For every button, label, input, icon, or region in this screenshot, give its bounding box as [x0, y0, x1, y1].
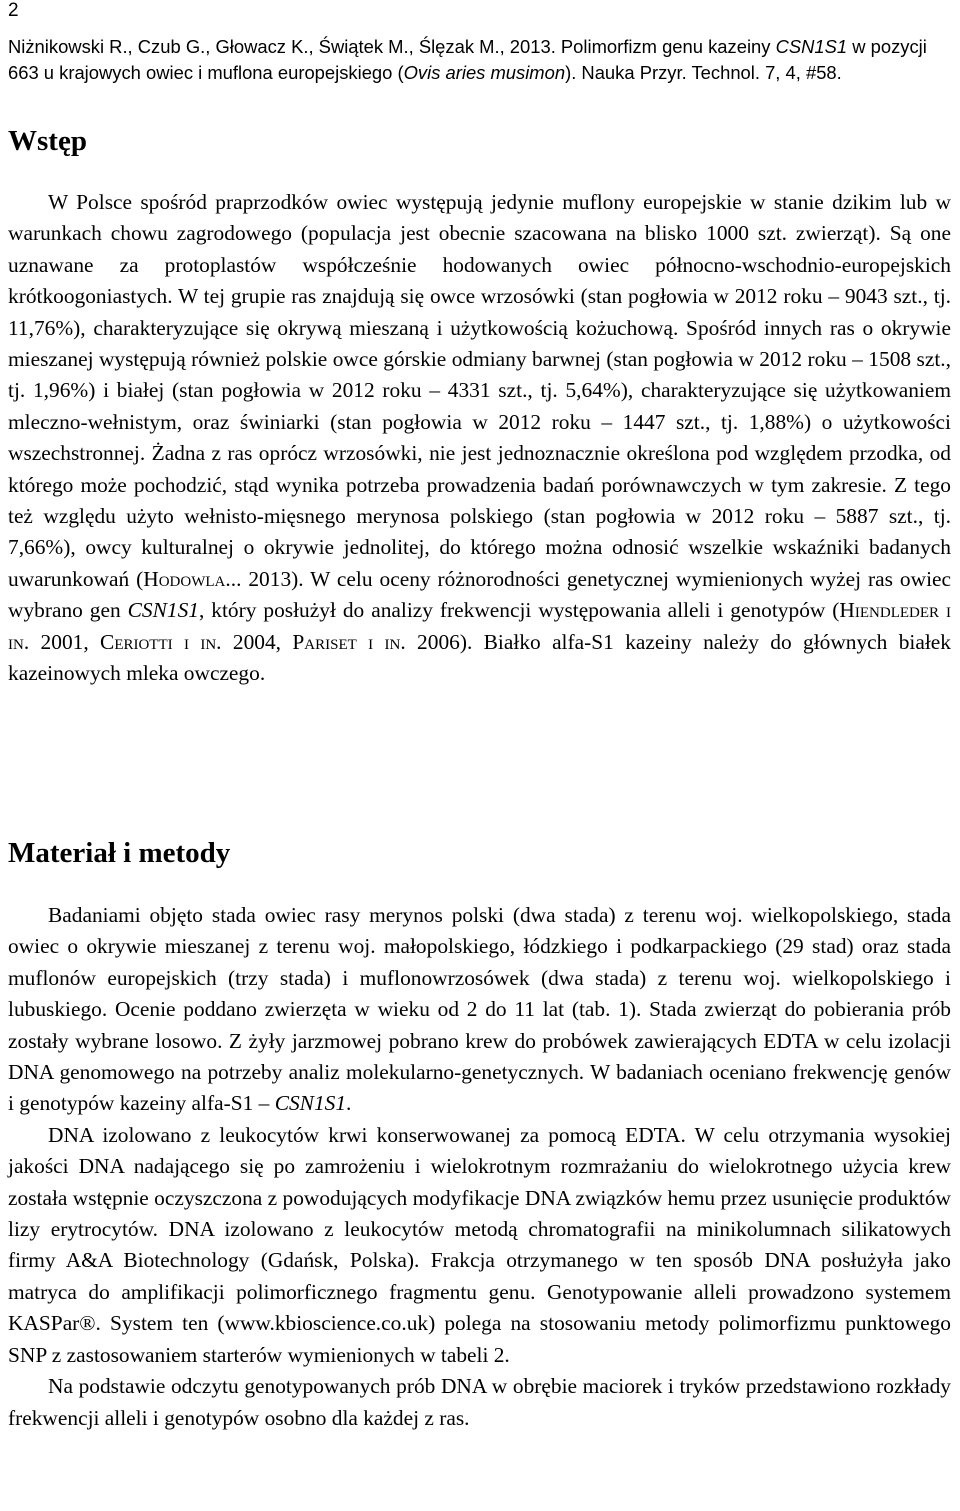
citation-header	[8, 34, 953, 86]
intro-body	[8, 187, 951, 690]
citation-line-1	[8, 34, 953, 60]
citation-authors: Niżnikowski R., Czub G., Głowacz K., Świątek M., Ślęzak M., 2013. Polimorfizm genu kazeiny	[8, 36, 776, 57]
intro-text: W Polsce spośród praprzodków owiec występują jedynie muflony europejskie w stanie dzikim lub w warunkach chowu zagrodowego (populacja jest obecnie szacowana na blisko 1000 szt. zwierząt). Są one uznawane za protoplastów współcześnie hodowanych owiec północno-wschodnio-europejskich krótkoogoniastych. W tej grupie ras znajdują się owce wrzosówki (stan pogłowia w 2012 roku – 9043 szt., tj. 11,76%), charakteryzujące się okrywą mieszaną i użytkowością kożuchową. Spośród innych ras o okrywie mieszanej występują również polskie owce górskie odmiany barwnej (stan pogłowia w 2012 roku – 1508 szt., tj. 1,96%) i białej (stan pogłowia w 2012 roku – 4331 szt., tj. 5,64%), charakteryzujące się użytkowaniem mleczno-wełnistym, oraz świniarki (stan pogłowia w 2012 roku – 1447 szt., tj. 1,88%) o użytkowości wszechstronnej. Żadna z ras oprócz wrzosówki, nie jest jednoznacznie określona pod względem przodka, od którego może pochodzić, stąd wynika potrzeba prowadzenia badań porównawczych w tym zakresie. Z tego też względu użyto wełnisto-mięsnego merynosa polskiego (stan pogłowia w 2012 roku – 5887 szt., tj. 7,66%), owcy kulturalnej o okrywie jednolitej, do którego można odnosić wszelkie wskaźniki badanych uwarunkowań (	[8, 190, 951, 591]
gene-name: CSN1S1	[274, 1091, 347, 1116]
intro-text: 2004,	[221, 629, 293, 654]
citation-species: Ovis aries musimon	[403, 62, 566, 83]
intro-text: ... 2013). W celu oceny różnorodności genetycznej wymienionych wyżej ras owiec wybrano gen	[8, 566, 952, 623]
citation-journal: ). Nauka Przyr. Technol. 7, 4, #58.	[565, 62, 842, 83]
methods-paragraph-2: DNA izolowano z leukocytów krwi konserwowanej za pomocą EDTA. W celu otrzymania wysokiej jakości DNA nadającego się po zamrożeniu i wielokrotnym rozmrażaniu do wielokrotnego użycia krew została wstępnie oczyszczona z powodujących modyfikacje DNA związków hemu przez usunięcie produktów lizy erytrocytów. DNA izolowano z leukocytów metodą chromatografii na minikolumnach silikatowych firmy A&A Biotechnology (Gdańsk, Polska). Frakcja otrzymanego w ten sposób DNA posłużyła jako matryca do amplifikacji polimorficznego fragmentu genu. Genotypowanie alleli prowadzono systemem KASPar®. System ten (www.kbioscience.co.uk) polega na stosowaniu metody polimorfizmu punktowego SNP z zastosowaniem starterów wymienionych w tabeli 2.	[8, 1122, 951, 1367]
methods-paragraph-3: Na podstawie odczytu genotypowanych prób DNA w obrębie maciorek i tryków przedstawiono rozkłady frekwencji alleli i genotypów osobno dla każdej z ras.	[8, 1374, 951, 1430]
reference-hodowla: Hodowla	[143, 566, 226, 591]
intro-text: 2001,	[29, 629, 101, 654]
section-title-methods: Materiał i metody	[8, 837, 231, 869]
methods-paragraph-1	[8, 900, 951, 1120]
methods-text: .	[346, 1091, 352, 1116]
intro-text: 2006). Białko alfa-S1 kazeiny należy do głównych białek kazeinowych mleka owczego.	[8, 629, 951, 686]
citation-gene: CSN1S1	[775, 36, 848, 57]
reference-hiendleder: Hiendleder i in.	[8, 598, 951, 654]
citation-line-2	[8, 60, 953, 86]
methods-text: Badaniami objęto stada owiec rasy merynos polski (dwa stada) z terenu woj. wielkopolskiego, stada owiec o okrywie mieszanej z terenu woj. małopolskiego, łódzkiego i podkarpackiego (29 stad) oraz stada muflonów europejskich (trzy stada) i muflonowrzosówek (dwa stada) z terenu woj. wielkopolskiego i lubuskiego. Ocenie poddano zwierzęta w wieku od 2 do 11 lat (tab. 1). Stada zwierząt do pobierania prób zostały wybrane losowo. Z żyły jarzmowej pobrano krew do probówek zawierających EDTA w celu izolacji DNA genomowego na potrzeby analiz molekularno-genetycznych. W badaniach oceniano frekwencję genów i genotypów kazeiny alfa-S1 –	[8, 903, 951, 1116]
reference-pariset: Pariset i in.	[292, 629, 406, 654]
page-number: 2	[8, 0, 19, 21]
methods-body	[8, 900, 951, 1434]
reference-ceriotti: Ceriotti i in.	[100, 629, 222, 654]
intro-text: , który posłużył do analizy frekwencji występowania alleli i genotypów (	[198, 598, 840, 623]
gene-name: CSN1S1	[127, 598, 199, 623]
intro-paragraph	[8, 187, 951, 690]
citation-text: 663 u krajowych owiec i muflona europejskiego (	[8, 62, 404, 83]
citation-text: w pozycji	[847, 36, 927, 57]
section-title-intro: Wstęp	[8, 125, 87, 157]
